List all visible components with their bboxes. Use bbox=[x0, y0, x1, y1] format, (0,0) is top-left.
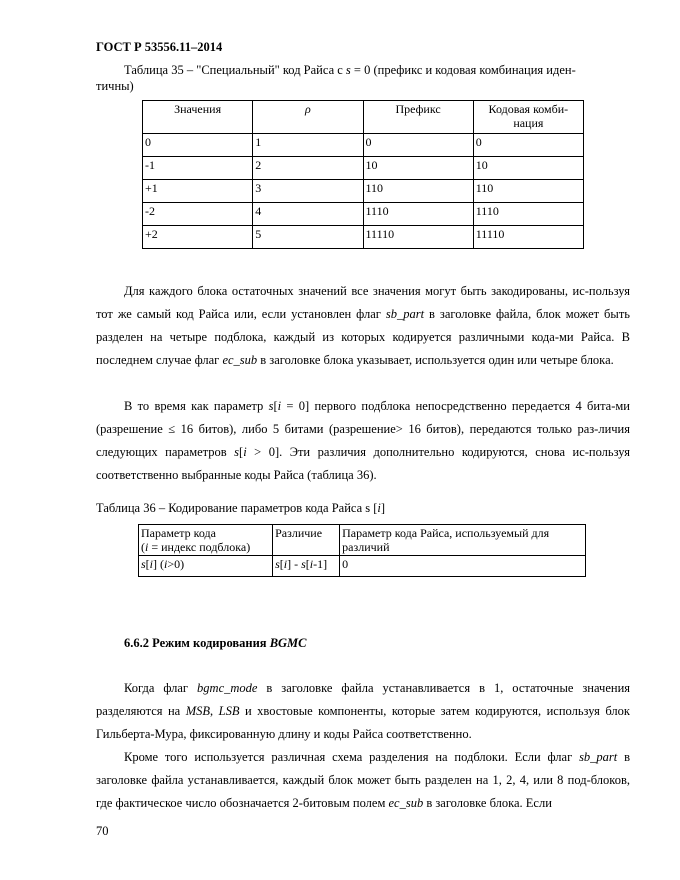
text: >0) bbox=[167, 557, 185, 571]
paragraph-4 bbox=[96, 746, 630, 815]
text: ( bbox=[141, 540, 145, 554]
table-row bbox=[143, 134, 584, 157]
table-row bbox=[143, 180, 584, 203]
text: в заголовке блока указывает, используется один или четыре блока. bbox=[257, 353, 614, 367]
var: s bbox=[268, 399, 274, 413]
table-cell: 1110 bbox=[473, 203, 583, 226]
text: [ bbox=[273, 399, 278, 413]
table-row bbox=[143, 157, 584, 180]
text: -1] bbox=[313, 557, 328, 571]
table-cell: +1 bbox=[143, 180, 253, 203]
var: i bbox=[283, 557, 288, 571]
caption-var: i bbox=[377, 501, 381, 515]
table-cell: 0 bbox=[340, 556, 586, 577]
paragraph-3 bbox=[96, 677, 630, 746]
var: sb_part bbox=[579, 750, 618, 764]
table-header bbox=[139, 525, 273, 556]
text: = 0] первого подблока непосредственно передается 4 бита-ми (разрешение ≤ 16 битов), либо 5 битами (разрешение> 16 битов), передаются только раз-личия следующих параметров bbox=[96, 399, 630, 459]
table-header: Префикс bbox=[363, 101, 473, 134]
text: > 0]. Эти различия дополнительно кодируются, снова ис-пользуя соответственно выбранные коды Райса (таблица 36). bbox=[96, 445, 630, 482]
table36 bbox=[138, 524, 586, 577]
table-cell: 2 bbox=[253, 157, 363, 180]
text: 6.6.2 Режим кодирования bbox=[124, 636, 270, 650]
text: ( bbox=[157, 557, 165, 571]
caption-text: = 0 (префикс и кодовая комбинация иден- bbox=[350, 63, 576, 77]
text: Когда флаг bbox=[124, 681, 198, 695]
table-cell: -1 bbox=[143, 157, 253, 180]
var: MSB bbox=[185, 704, 211, 718]
table-cell: 10 bbox=[363, 157, 473, 180]
text: Кроме того используется различная схема разделения на подблоки. Если флаг bbox=[124, 750, 580, 764]
text: в заголовке файла устанавливается в 1, остаточные значения разделяются на bbox=[96, 681, 631, 718]
caption-var: s bbox=[345, 63, 351, 77]
text: в заголовке файла устанавливается, каждый блок может быть разделен на 1, 2, 4, или 8 под-блоков, где фактическое число обозначается 2-битовым полем bbox=[96, 750, 630, 810]
var: s bbox=[275, 557, 280, 571]
var: sb_part bbox=[385, 307, 425, 321]
section-heading bbox=[124, 636, 307, 651]
document-header: ГОСТ Р 53556.11–2014 bbox=[96, 40, 223, 54]
table-cell: 3 bbox=[253, 180, 363, 203]
var: i bbox=[277, 399, 282, 413]
var: s bbox=[234, 445, 240, 459]
table-cell: 0 bbox=[363, 134, 473, 157]
table-cell: 1 bbox=[253, 134, 363, 157]
table-cell: +2 bbox=[143, 226, 253, 249]
table35-caption bbox=[96, 62, 616, 94]
text: и хвостовые компоненты, которые затем кодируются, используя блок Гильберта-Мура, фиксированную длину и коды Райса соответственно. bbox=[96, 704, 630, 741]
var: s bbox=[141, 557, 146, 571]
caption-text: ] bbox=[380, 501, 386, 515]
table-cell: 4 bbox=[253, 203, 363, 226]
table-header: ρ bbox=[253, 101, 363, 134]
text: В то время как параметр bbox=[124, 399, 269, 413]
text: Для каждого блока остаточных значений все значения могут быть закодированы, ис-пользуя тот же самый код Райса или, если установлен флаг bbox=[96, 284, 630, 321]
table-header: Различие bbox=[273, 525, 340, 556]
text: в заголовке файла, блок может быть разделен на четыре подблока, каждый из которых кодируется различными кода-ми Райса. В последнем случае флаг bbox=[96, 307, 630, 367]
table-cell: s[i] - s[i-1] bbox=[273, 556, 340, 577]
table-row bbox=[139, 556, 586, 577]
table35 bbox=[142, 100, 584, 249]
paragraph-1 bbox=[96, 280, 630, 372]
var: i bbox=[243, 445, 247, 459]
var: i bbox=[309, 557, 314, 571]
caption-text: тичны) bbox=[96, 79, 134, 93]
var: i bbox=[164, 557, 168, 571]
table-cell: -2 bbox=[143, 203, 253, 226]
table-cell: s[i] (i>0) bbox=[139, 556, 273, 577]
table-cell: 110 bbox=[473, 180, 583, 203]
caption-text: Таблица 35 – "Специальный" код Райса с bbox=[124, 63, 346, 77]
table-header: Значения bbox=[143, 101, 253, 134]
table-cell: 1110 bbox=[363, 203, 473, 226]
table-cell: 110 bbox=[363, 180, 473, 203]
var: LSB bbox=[218, 704, 240, 718]
var: BGMC bbox=[269, 636, 307, 650]
table-cell: 0 bbox=[473, 134, 583, 157]
table-cell: 10 bbox=[473, 157, 583, 180]
text: Параметр кода bbox=[141, 526, 216, 540]
text: в заголовке блока. Если bbox=[423, 796, 552, 810]
table-header-row bbox=[139, 525, 586, 556]
table-cell: 11110 bbox=[473, 226, 583, 249]
table-header: Кодовая комби- нация bbox=[473, 101, 583, 134]
var: s bbox=[301, 557, 306, 571]
table-row bbox=[143, 226, 584, 249]
paragraph-2 bbox=[96, 395, 630, 487]
text: = индекс подблока) bbox=[148, 540, 251, 554]
var: i bbox=[145, 540, 149, 554]
table-row bbox=[143, 203, 584, 226]
text: , bbox=[210, 704, 219, 718]
table-cell: 5 bbox=[253, 226, 363, 249]
text: [ bbox=[239, 445, 244, 459]
var: ec_sub bbox=[388, 796, 424, 810]
var: ec_sub bbox=[222, 353, 258, 367]
text: ] - bbox=[287, 557, 302, 571]
table36-caption bbox=[96, 500, 616, 516]
table-header: Параметр кода Райса, используемый для различий bbox=[340, 525, 586, 556]
table-cell: 11110 bbox=[363, 226, 473, 249]
caption-text: Таблица 36 – Кодирование параметров кода Райса s [ bbox=[96, 501, 378, 515]
table-cell: 0 bbox=[143, 134, 253, 157]
page-number: 70 bbox=[96, 824, 109, 838]
var: bgmc_mode bbox=[197, 681, 258, 695]
var: i bbox=[149, 557, 154, 571]
